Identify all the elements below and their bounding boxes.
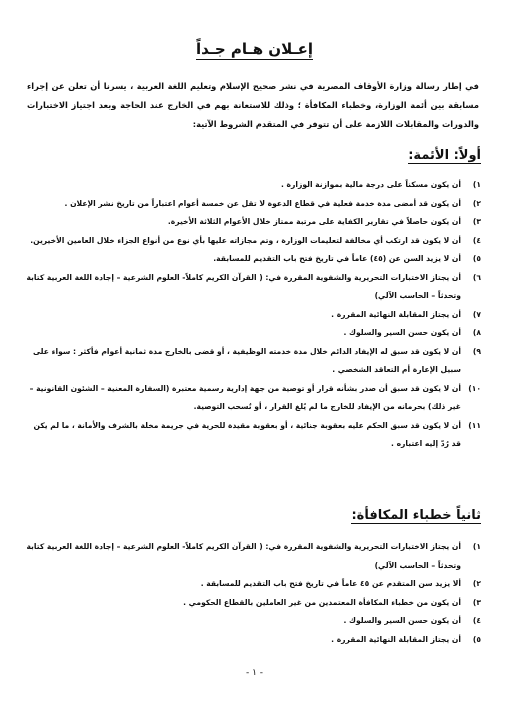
list-item: ٨) أن يكون حسن السير والسلوك .	[343, 328, 481, 337]
list-item: ٦) أن يجتاز الاختبارات التحريرية والشفوية المقررة في: ( القرآن الكريم كاملاً- العلوم الشرعية – إجادة اللغة العربية كتابة وتحدثاً – الحاسب الآلي)	[26, 272, 481, 300]
section-heading-preachers: ثانياً خطباء المكافأة:	[351, 508, 481, 523]
list-item: ١٠) أن لا يكون قد سبق أن صدر بشأنه قرار أو توصية من جهة إدارية رسمية معتبرة (السفارة المعنية – الشئون القانونية – غير ذلك) بحرمانه من الإيفاد للخارج ما لم يُلغ القرار ، أو تُسحب التوصية.	[29, 383, 481, 411]
imams-conditions-list	[23, 176, 481, 454]
list-item: ٥) أن يجتاز المقابلة النهائية المقررة .	[331, 634, 481, 644]
list-item: ٤) أن يكون حسن السير والسلوك .	[343, 616, 481, 625]
list-item: ١) أن يكون مسكناً على درجة مالية بموازنة الوزارة .	[280, 180, 481, 189]
list-item: ٢) ألا يزيد سن المتقدم عن ٤٥ عاماً في تاريخ فتح باب التقديم للمسابقة .	[200, 579, 481, 588]
list-item: ٣) أن يكون حاصلاً في تقارير الكفاية على مرتبة ممتاز خلال الأعوام الثلاثة الأخيرة.	[167, 217, 481, 226]
page-number: - ١ -	[245, 668, 264, 678]
page-title: إعـلان هـام جـداً	[195, 40, 314, 58]
list-item: ١١) أن لا يكون قد سبق الحكم عليه بعقوبة جنائية ، أو بعقوبة مقيدة للحرية في جريمة مخلة بالشرف والأمانة ، ما لم يكن قد رُدّ إليه اعتباره .	[33, 420, 481, 448]
section-heading-imams: أولاً: الأئمة:	[408, 148, 481, 163]
list-item: ٤) أن لا يكون قد ارتكب أي مخالفة لتعليمات الوزارة ، وتم مجازاته عليها بأي نوع من أنواع الجزاء خلال العامين الأخيرين.	[30, 235, 481, 245]
list-item: ٥) أن لا يزيد السن عن (٤٥) عاماً في تاريخ فتح باب التقديم للمسابقة.	[213, 254, 481, 263]
list-item: ٣) أن يكون من خطباء المكافأة المعتمدين من غير العاملين بالقطاع الحكومي .	[183, 597, 481, 607]
list-item: ٩) أن لا يكون قد سبق له الإيفاد الدائم خلال مدة خدمته الوظيفية ، أو قضى بالخارج مدة ثمانية أعوام فأكثر : سواء على سبيل الإعارة أم التعاقد الشخصي .	[32, 346, 481, 374]
list-item: ٢) أن يكون قد أمضى مدة خدمة فعلية في قطاع الدعوة لا تقل عن خمسة أعوام اعتباراً من تاريخ نشر الإعلان .	[64, 198, 481, 208]
list-item: ١) أن يجتاز الاختبارات التحريرية والشفوية المقررة في: ( القرآن الكريم كاملاً- العلوم الشرعية – إجادة اللغة العربية كتابة وتحدثاً – الحاسب الآلي)	[26, 542, 481, 570]
intro-paragraph: في إطار رسالة وزارة الأوقاف المصرية في نشر صحيح الإسلام وتعليم اللغة العربية ، يسرنا أن تعلن عن إجراء مسابقة بين أئمة الوزارة، وخطباء المكافأة ؛ وذلك للاستعانة بهم في الخارج عند الحاجة وبعد اجتياز الاختبارات والدورات والمقابلات اللازمة على أن تتوفر في المتقدم الشروط الآتية:	[27, 81, 479, 129]
list-item: ٧) أن يجتاز المقابلة النهائية المقررة .	[331, 309, 481, 319]
preachers-conditions-list	[23, 538, 481, 649]
